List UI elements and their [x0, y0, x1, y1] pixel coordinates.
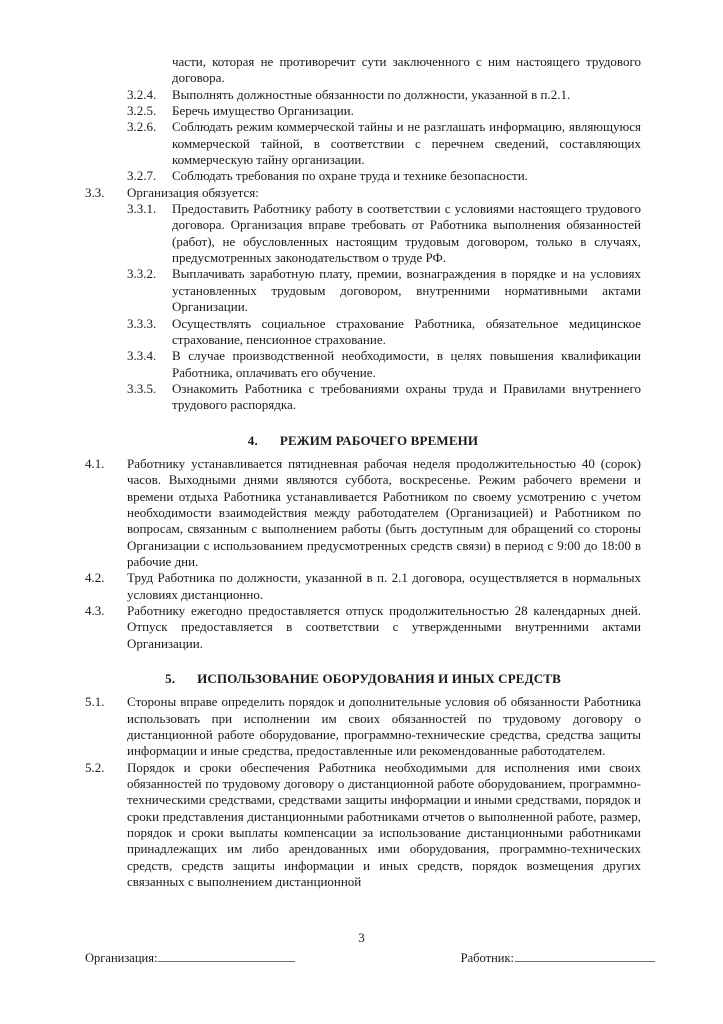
clause-text: Беречь имущество Организации.	[172, 103, 354, 119]
spacer	[85, 687, 641, 694]
clause-number: 3.3.1.	[127, 201, 157, 217]
clause-number: 4.1.	[85, 455, 105, 471]
clause-text: Порядок и сроки обеспечения Работника необходимыми для исполнения ими своих обязанностей по трудовому договору о дистанционной работе оборудованием, программно-техническими средствами, средствами защиты информации и иными средствами, порядок и сроки представления дистанционными работниками отчетов о выполненной работе, размер, порядок и сроки выплаты компенсации за использование дистанционными работниками принадлежащих им либо арендованных ими оборудования, программно-технических средств, средств защиты информации и иных средств, порядок возмещения других связанных с выполнением дистанционной	[127, 759, 641, 890]
worker-signature-line[interactable]	[515, 949, 655, 962]
clause-3-3-1	[85, 201, 641, 266]
clause-5-1	[85, 694, 641, 759]
organization-signature-line[interactable]	[158, 949, 295, 962]
clause-3-3-5	[85, 381, 641, 414]
worker-signature-block	[461, 949, 655, 966]
spacer	[85, 652, 641, 671]
clause-text: Выплачивать заработную плату, премии, вознаграждения в порядке и на условиях установленных трудовым договором, внутренними нормативными актами Организации.	[172, 266, 641, 315]
worker-label: Работник:	[460, 951, 514, 965]
clause-3-3-2	[85, 266, 641, 315]
clause-text: Предоставить Работнику работу в соответствии с условиями настоящего трудового договора. Организация вправе требовать от Работника выполнения обязанностей (работ), не обусловленных настоящим трудовым договором, только в случаях, предусмотренных законодательством о труде РФ.	[172, 201, 641, 266]
clause-number: 4.2.	[85, 570, 105, 586]
spacer	[85, 414, 641, 433]
clause-text: В случае производственной необходимости, в целях повышения квалификации Работника, оплачивать его обучение.	[172, 348, 641, 380]
clause-text: Труд Работника по должности, указанной в п. 2.1 договора, осуществляется в нормальных условиях дистанционно.	[127, 570, 641, 602]
clause-3-2-6	[85, 119, 641, 168]
section-number: 5.	[165, 671, 176, 687]
clause-number: 3.2.7.	[127, 168, 157, 184]
clause-number: 3.3.2.	[127, 266, 157, 282]
document-body	[85, 54, 641, 891]
clause-4-2	[85, 570, 641, 603]
section-5-heading	[85, 671, 641, 687]
clause-number: 3.3.5.	[127, 380, 157, 396]
clause-text: Работнику ежегодно предоставляется отпуск продолжительностью 28 календарных дней. Отпуск предоставляется в соответствии с утвержденными внутренними актами Организации.	[127, 603, 641, 651]
clause-text: Ознакомить Работника с требованиями охраны труда и Правилами внутреннего трудового распорядка.	[172, 380, 641, 413]
clause-number: 3.3.	[85, 184, 105, 200]
clause-number: 3.2.6.	[127, 119, 157, 135]
clause-number: 3.2.5.	[127, 103, 157, 119]
clause-text: Выполнять должностные обязанности по должности, указанной в п.2.1.	[172, 86, 571, 102]
organization-signature-block	[85, 949, 295, 966]
clause-text: Соблюдать требования по охране труда и технике безопасности.	[172, 168, 528, 184]
clause-3-2-4	[85, 87, 641, 103]
clause-3-2-7	[85, 168, 641, 184]
clause-number: 3.3.4.	[127, 348, 157, 364]
clause-number: 5.2.	[85, 759, 105, 775]
clause-5-2	[85, 760, 641, 891]
clause-number: 5.1.	[85, 694, 105, 710]
clause-3-3-4	[85, 348, 641, 381]
organization-label: Организация:	[85, 951, 158, 965]
carryover-paragraph: части, которая не противоречит сути заключенного с ним настоящего трудового договора.	[172, 54, 641, 86]
clause-number: 4.3.	[85, 603, 105, 618]
clause-text: Организация обязуется:	[127, 184, 259, 200]
section-title: РЕЖИМ РАБОЧЕГО ВРЕМЕНИ	[279, 432, 479, 448]
clause-text: Стороны вправе определить порядок и дополнительные условия об обязанности Работника использовать при исполнении им своих обязанностей по трудовому договору о дистанционной работе оборудование, программно-технические средства, средства защиты информации и иные средства, предоставленные или рекомендованные работодателем.	[127, 694, 641, 759]
clause-number: 3.2.4.	[127, 86, 157, 102]
section-4-heading	[85, 433, 641, 449]
clause-text: Осуществлять социальное страхование Работника, обязательное медицинское страхование, пенсионное страхование.	[172, 315, 641, 347]
clause-4-3	[85, 603, 641, 652]
page-number: 3	[358, 930, 365, 945]
section-number: 4.	[247, 432, 258, 448]
clause-text: Работнику устанавливается пятидневная рабочая неделя продолжительностью 40 (сорок) часов. Выходными днями являются суббота, воскресенье. Режим рабочего времени и времени отдыха Работника устанавливается Работником по своему усмотрению с учетом необходимости взаимодействия между работодателем (Организацией) и Работником по вопросам, связанным с выполнением работы (быть доступным для обращений со стороны Организации с использованием предусмотренных средств связи) в период с 9:00 до 18:00 в рабочие дни.	[127, 455, 641, 569]
clause-4-1	[85, 456, 641, 570]
clause-number: 3.3.3.	[127, 315, 157, 331]
spacer	[85, 449, 641, 456]
signature-row	[85, 949, 655, 966]
clause-3-3-3	[85, 316, 641, 349]
clause-3-3	[85, 185, 641, 201]
clause-3-2-5	[85, 103, 641, 119]
section-title: ИСПОЛЬЗОВАНИЕ ОБОРУДОВАНИЯ И ИНЫХ СРЕДСТВ	[197, 671, 561, 687]
clause-text: Соблюдать режим коммерческой тайны и не разглашать информацию, являющуюся коммерческой тайной, в соответствии с перечнем сведений, составляющих коммерческую тайну организации.	[172, 119, 641, 168]
